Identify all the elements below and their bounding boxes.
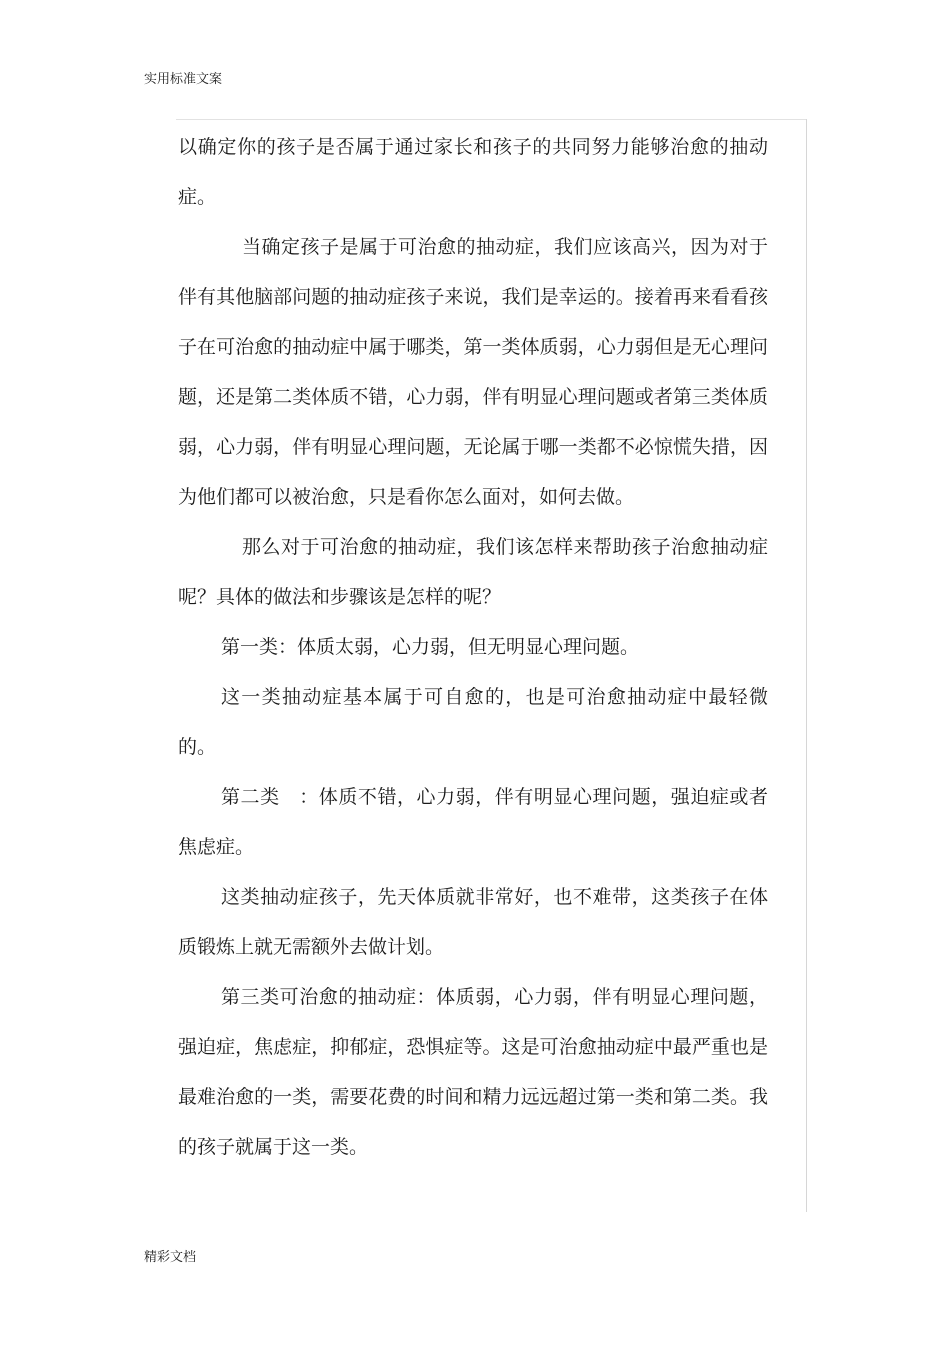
paragraph-type-two-heading: 第二类 ：体质不错，心力弱，伴有明显心理问题，强迫症或者焦虑症。 xyxy=(178,786,768,858)
content-frame-right-border xyxy=(806,119,807,1212)
paragraph-continuation: 以确定你的孩子是否属于通过家长和孩子的共同努力能够治愈的抽动症。 xyxy=(178,136,768,208)
paragraph-type-one-desc: 这一类抽动症基本属于可自愈的，也是可治愈抽动症中最轻微的。 xyxy=(178,686,768,758)
paragraph-type-two-desc: 这类抽动症孩子，先天体质就非常好，也不难带，这类孩子在体质锻炼上就无需额外去做计划。 xyxy=(178,886,768,958)
content-frame-top-border xyxy=(176,119,807,120)
page-footer-label: 精彩文档 xyxy=(144,1250,197,1265)
paragraph-type-one-heading: 第一类：体质太弱，心力弱，但无明显心理问题。 xyxy=(221,636,640,658)
page-header-label: 实用标准文案 xyxy=(144,72,223,87)
paragraph-how-to-help: 那么对于可治愈的抽动症，我们该怎样来帮助孩子治愈抽动症呢？具体的做法和步骤该是怎样的呢？ xyxy=(178,536,768,608)
paragraph-type-three: 第三类可治愈的抽动症：体质弱，心力弱，伴有明显心理问题，强迫症，焦虑症，抑郁症，恐惧症等。这是可治愈抽动症中最严重也是最难治愈的一类，需要花费的时间和精力远远超过第一类和第二类。我的孩子就属于这一类。 xyxy=(178,986,768,1158)
document-body xyxy=(178,122,768,1172)
paragraph-curable-tic: 当确定孩子是属于可治愈的抽动症，我们应该高兴，因为对于伴有其他脑部问题的抽动症孩子来说，我们是幸运的。接着再来看看孩子在可治愈的抽动症中属于哪类，第一类体质弱，心力弱但是无心理问题，还是第二类体质不错，心力弱，伴有明显心理问题或者第三类体质弱，心力弱，伴有明显心理问题，无论属于哪一类都不必惊慌失措，因为他们都可以被治愈，只是看你怎么面对，如何去做。 xyxy=(178,236,768,508)
